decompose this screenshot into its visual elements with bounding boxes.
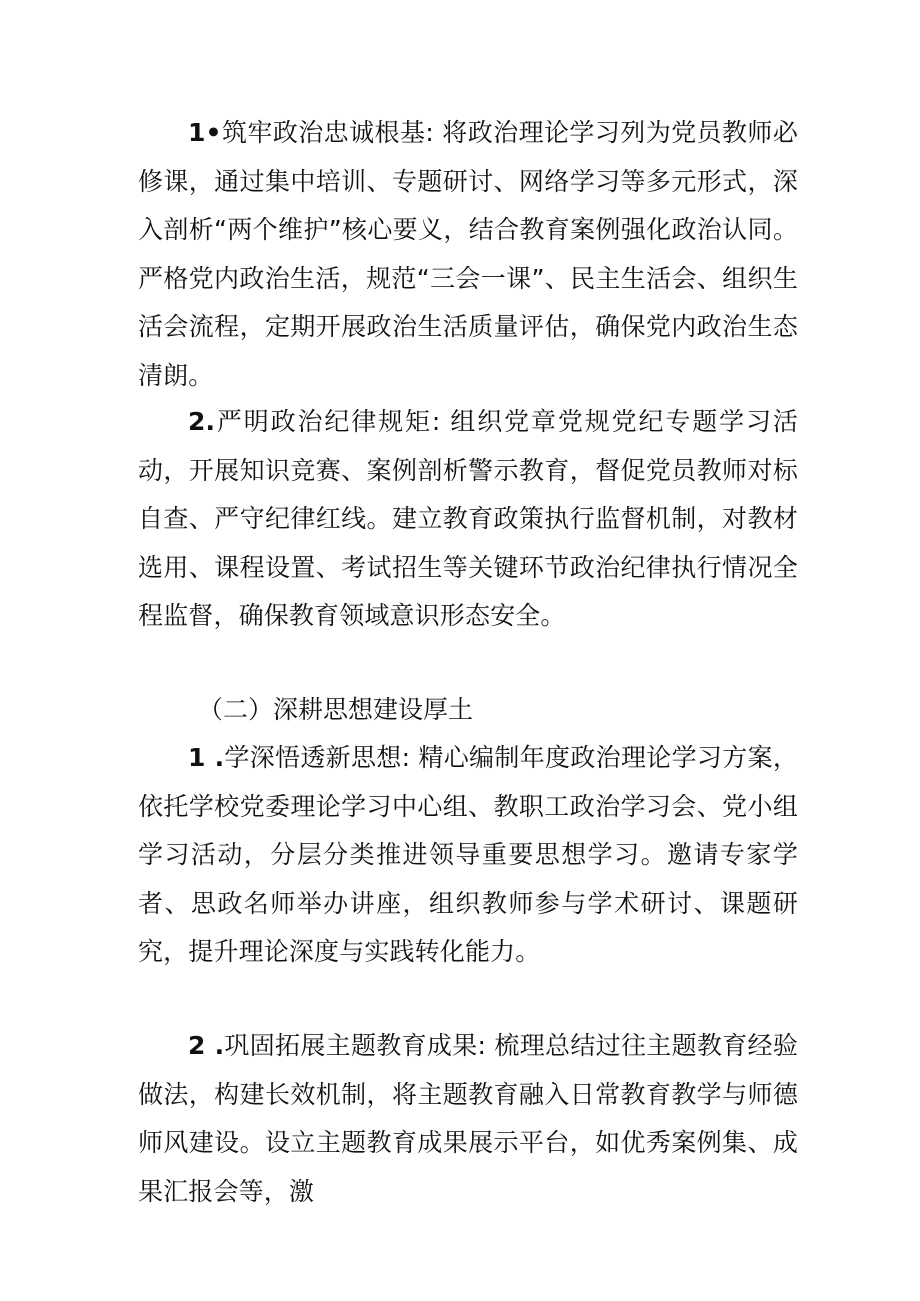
paragraph-text: 巩固拓展主题教育成果: 梳理总结过往主题教育经验做法，构建长效机制，将主题教育融入日常教育教学与师德师风建设。设立主题教育成果展示平台，如优秀案例集、成果汇报会等，激	[138, 1031, 798, 1206]
paragraph-political-discipline	[138, 398, 798, 641]
paragraph-number: 2.	[188, 407, 216, 436]
paragraph-number: 1•	[188, 118, 222, 147]
section-heading: （二）深耕思想建设厚土	[198, 695, 474, 724]
paragraph-political-loyalty	[138, 109, 798, 401]
paragraph-number: 1 .	[188, 743, 225, 772]
paragraph-number: 2 .	[188, 1031, 225, 1060]
paragraph-study-thought	[138, 734, 798, 977]
paragraph-consolidate-results	[138, 1022, 798, 1216]
paragraph-text: 筑牢政治忠诚根基: 将政治理论学习列为党员教师必修课，通过集中培训、专题研讨、网络学习等多元形式，深入剖析“两个维护”核心要义，结合教育案例强化政治认同。严格党内政治生活，规范“三会一课”、民主生活会、组织生活会流程，定期开展政治生活质量评估，确保党内政治生态清朗。	[138, 118, 798, 390]
paragraph-text: 严明政治纪律规矩: 组织党章党规党纪专题学习活动，开展知识竞赛、案例剖析警示教育，督促党员教师对标自查、严守纪律红线。建立教育政策执行监督机制，对教材选用、课程设置、考试招生等关键环节政治纪律执行情况全程监督，确保教育领域意识形态安全。	[138, 407, 798, 631]
paragraph-text: 学深悟透新思想: 精心编制年度政治理论学习方案，依托学校党委理论学习中心组、教职工政治学习会、党小组学习活动，分层分类推进领导重要思想学习。邀请专家学者、思政名师举办讲座，组织教师参与学术研讨、课题研究，提升理论深度与实践转化能力。	[138, 743, 798, 967]
